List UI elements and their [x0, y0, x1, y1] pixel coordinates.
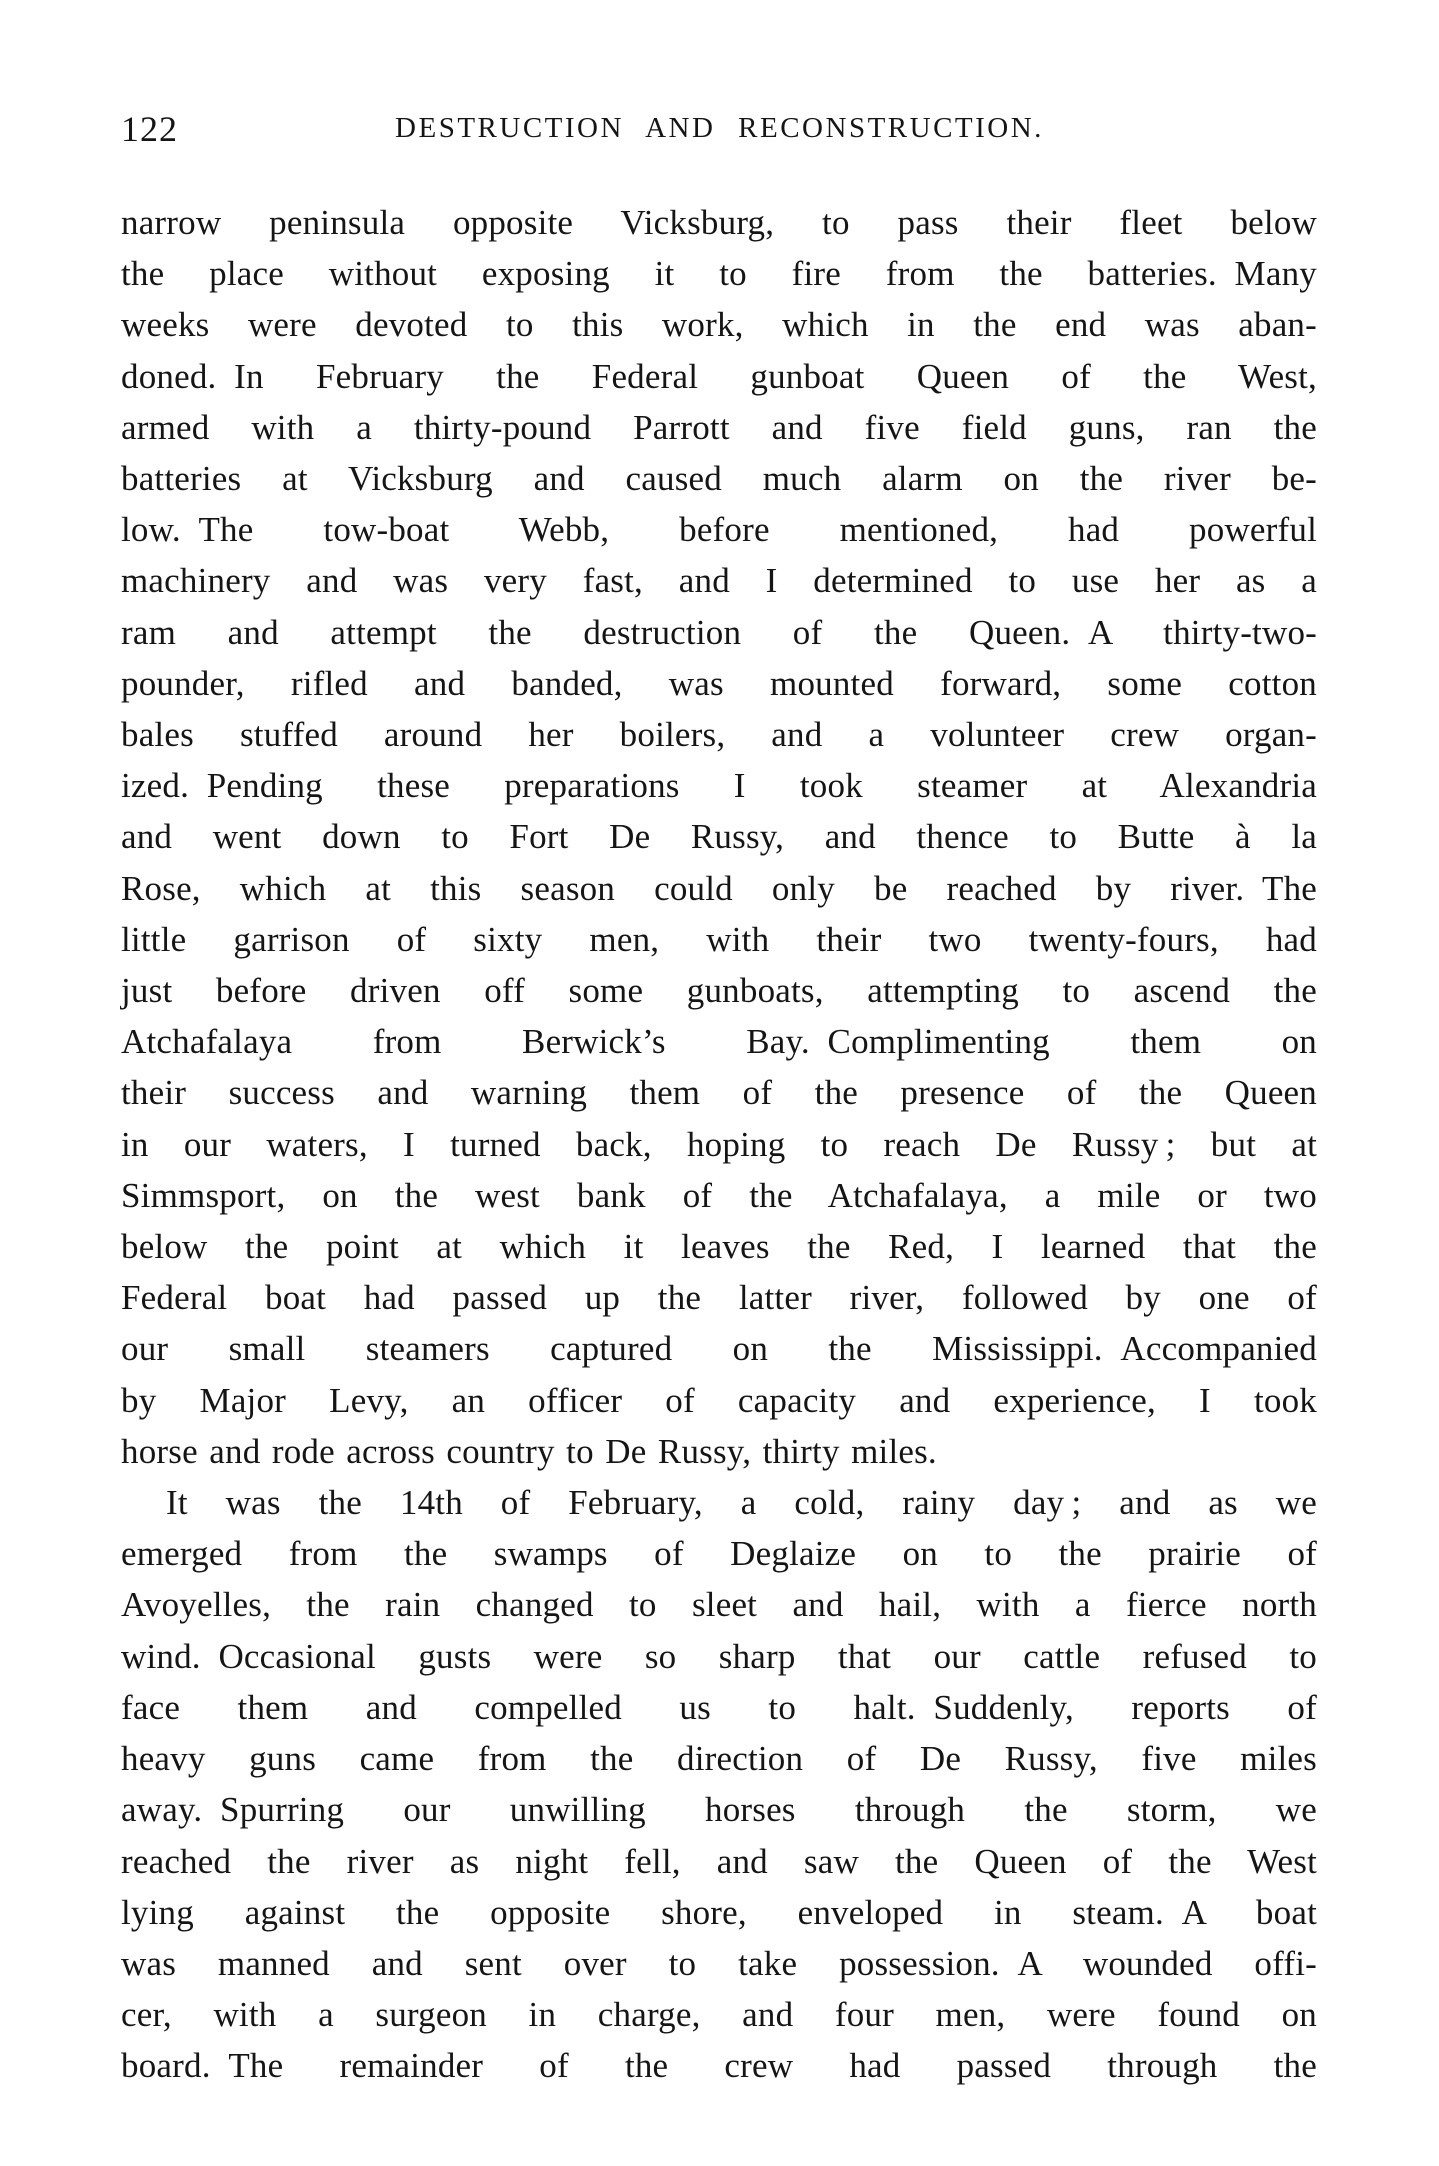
- text-line: narrow peninsula opposite Vicksburg, to pass their fleet below: [121, 203, 1317, 242]
- text-line: ized. Pending these preparations I took steamer at Alexandria: [121, 766, 1317, 806]
- text-line: doned. In February the Federal gunboat Queen of the West,: [121, 356, 1317, 396]
- text-line: Avoyelles, the rain changed to sleet and hail, with a fierce north: [121, 1585, 1317, 1625]
- text-line: emerged from the swamps of Deglaize on to the prairie of: [121, 1534, 1317, 1574]
- text-line: the place without exposing it to fire from the batteries. Many: [121, 254, 1317, 294]
- page-header: [0, 0, 1439, 175]
- text-line: our small steamers captured on the Mississippi. Accompanied: [121, 1329, 1317, 1369]
- text-line: Rose, which at this season could only be reached by river. The: [121, 868, 1317, 908]
- text-line: below the point at which it leaves the Red, I learned that the: [121, 1227, 1317, 1267]
- page-number: 122: [121, 109, 178, 149]
- text-line: away. Spurring our unwilling horses through the storm, we: [121, 1790, 1317, 1830]
- text-line: their success and warning them of the presence of the Queen: [121, 1073, 1317, 1113]
- paragraph-1: [121, 197, 1317, 1477]
- text-line: face them and compelled us to halt. Suddenly, reports of: [121, 1687, 1317, 1727]
- text-line: board. The remainder of the crew had passed through the: [121, 2046, 1317, 2086]
- paragraph-2: [121, 1477, 1317, 2091]
- text-line: little garrison of sixty men, with their two twenty-fours, had: [121, 919, 1317, 959]
- text-line: reached the river as night fell, and saw the Queen of the West: [121, 1841, 1317, 1881]
- text-line: bales stuffed around her boilers, and a volunteer crew organ-: [121, 715, 1317, 755]
- text-line: low. The tow-boat Webb, before mentioned, had powerful: [121, 510, 1317, 550]
- text-line: armed with a thirty-pound Parrott and five field guns, ran the: [121, 407, 1317, 447]
- text-line: batteries at Vicksburg and caused much alarm on the river be-: [121, 459, 1317, 499]
- text-line: by Major Levy, an officer of capacity and experience, I took: [121, 1380, 1317, 1420]
- text-line: in our waters, I turned back, hoping to reach De Russy ; but at: [121, 1124, 1317, 1164]
- text-line: Atchafalaya from Berwick’s Bay. Complimenting them on: [121, 1022, 1317, 1062]
- text-line: lying against the opposite shore, enveloped in steam. A boat: [121, 1892, 1317, 1932]
- text-line: pounder, rifled and banded, was mounted forward, some cotton: [121, 663, 1317, 703]
- text-line: It was the 14th of February, a cold, rainy day ; and as we: [166, 1483, 1317, 1523]
- text-line: Simmsport, on the west bank of the Atchafalaya, a mile or two: [121, 1175, 1317, 1215]
- text-line: Federal boat had passed up the latter river, followed by one of: [121, 1278, 1317, 1318]
- text-line: weeks were devoted to this work, which in the end was aban-: [121, 305, 1317, 345]
- page-body-text: [121, 197, 1317, 2092]
- text-line: ram and attempt the destruction of the Queen. A thirty-two-: [121, 612, 1317, 652]
- text-line: was manned and sent over to take possession. A wounded offi-: [121, 1943, 1317, 1983]
- text-line: wind. Occasional gusts were so sharp that our cattle refused to: [121, 1636, 1317, 1676]
- text-line: just before driven off some gunboats, attempting to ascend the: [121, 971, 1317, 1011]
- text-line: machinery and was very fast, and I determined to use her as a: [121, 561, 1317, 601]
- running-title: DESTRUCTION AND RECONSTRUCTION.: [395, 112, 1044, 144]
- text-line: heavy guns came from the direction of De Russy, five miles: [121, 1739, 1317, 1779]
- text-line: horse and rode across country to De Russy, thirty miles.: [121, 1431, 937, 1471]
- text-line: cer, with a surgeon in charge, and four men, were found on: [121, 1995, 1317, 2035]
- text-line: and went down to Fort De Russy, and thence to Butte à la: [121, 817, 1317, 857]
